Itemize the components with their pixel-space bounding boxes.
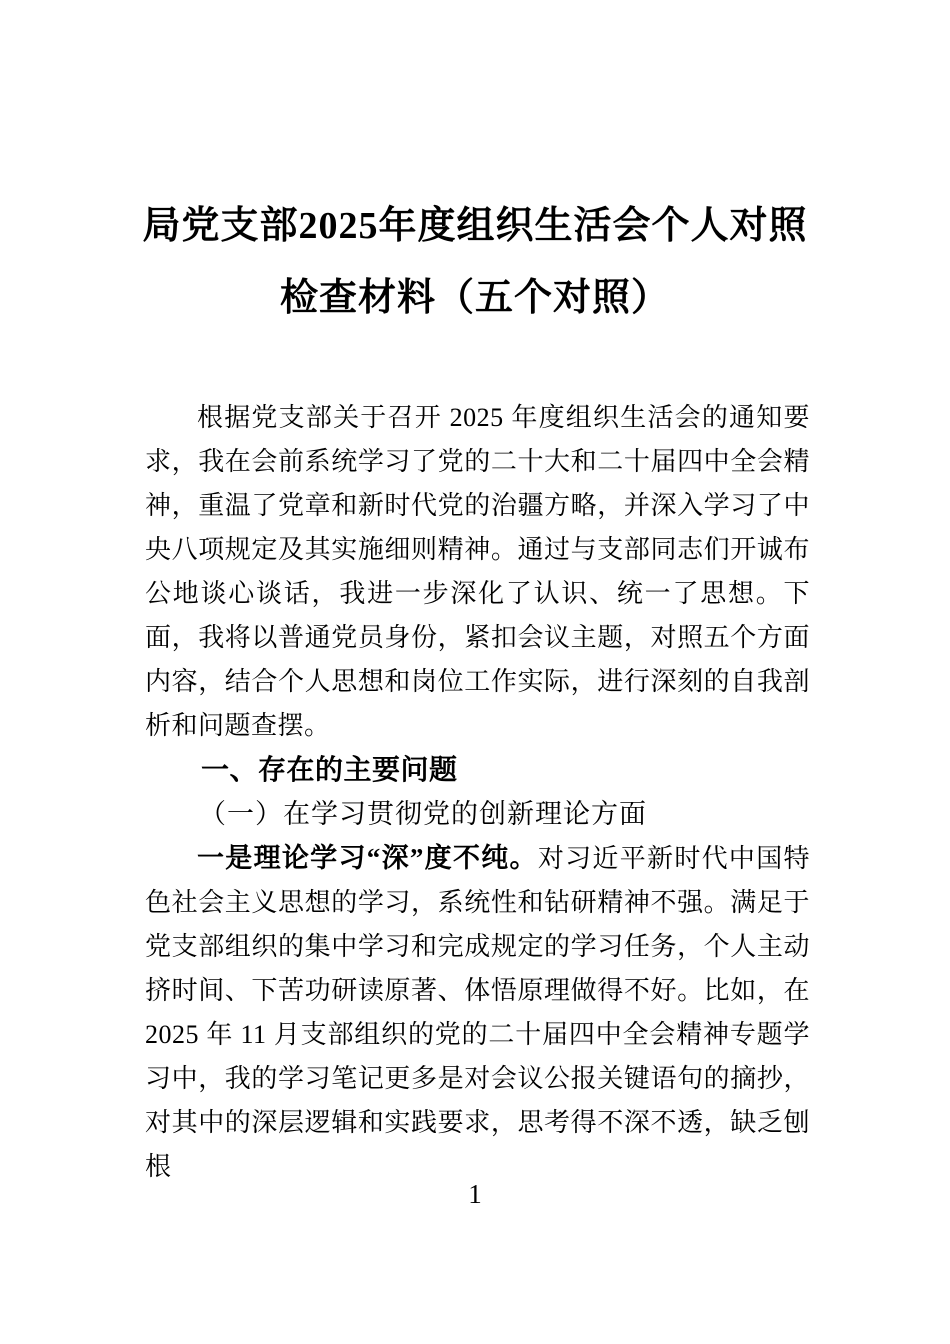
document-body bbox=[145, 396, 810, 1189]
document-title: 局党支部2025年度组织生活会个人对照检查材料（五个对照） bbox=[142, 205, 808, 319]
point-body-text: 对习近平新时代中国特色社会主义思想的学习，系统性和钻研精神不强。满足于党支部组织的集中学习和完成规定的学习任务，个人主动挤时间、下苦功研读原著、体悟原理做得不好。比如，在 2025 年 11 月支部组织的党的二十届四中全会精神专题学习中，我的学习笔记更多是对会议公报关键语句的摘抄，对其中的深层逻辑和实践要求，思考得不深不透，缺乏刨根 bbox=[145, 844, 810, 1181]
subsection-heading: （一）在学习贯彻党的创新理论方面 bbox=[199, 799, 647, 829]
point-lead-text: 一是理论学习“深”度不纯。 bbox=[197, 843, 538, 873]
section-heading: 一、存在的主要问题 bbox=[201, 754, 458, 785]
intro-paragraph: 根据党支部关于召开 2025 年度组织生活会的通知要求，我在会前系统学习了党的二十大和二十届四中全会精神，重温了党章和新时代党的治疆方略，并深入学习了中央八项规定及其实施细则精神。通过与支部同志们开诚布公地谈心谈话，我进一步深化了认识、统一了思想。下面，我将以普通党员身份，紧扣会议主题，对照五个方面内容，结合个人思想和岗位工作实际，进行深刻的自我剖析和问题查摆。 bbox=[145, 403, 810, 740]
point-paragraph bbox=[145, 836, 810, 1189]
page-number: 1 bbox=[468, 1179, 482, 1209]
